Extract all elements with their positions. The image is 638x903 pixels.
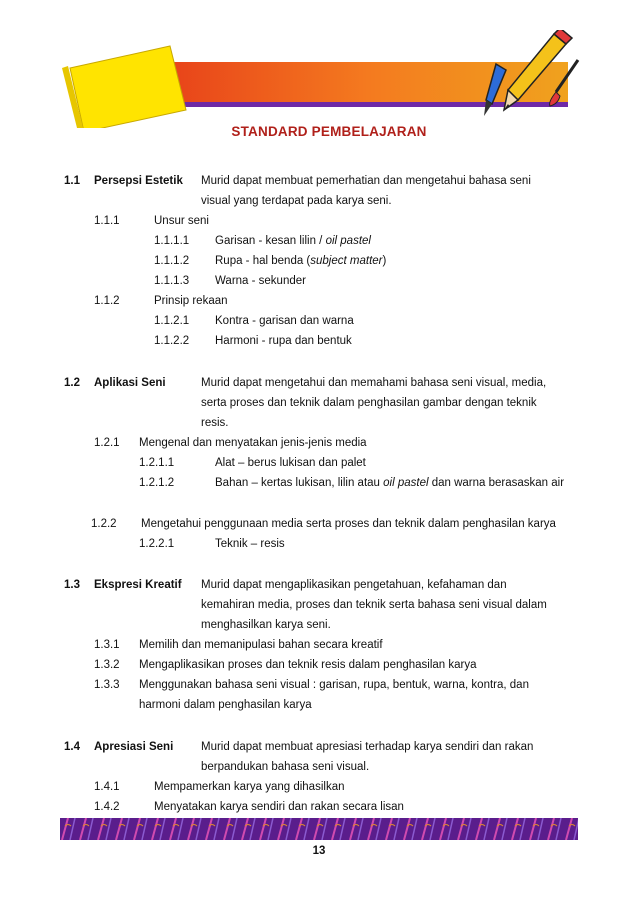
subsection-label: Prinsip rekaan xyxy=(154,295,228,307)
item-label: Rupa - hal benda (subject matter) xyxy=(215,255,387,267)
subsection-label: Mempamerkan karya yang dihasilkan xyxy=(154,781,345,793)
subsection-number: 1.3.2 xyxy=(94,659,120,671)
section-description: kemahiran media, proses dan teknik serta bahasa seni visual dalam xyxy=(201,599,547,611)
section-description: berpandukan bahasa seni visual. xyxy=(201,761,370,773)
section-number: 1.3 xyxy=(64,579,80,591)
item-number: 1.1.1.1 xyxy=(154,235,190,247)
item-label: Alat – berus lukisan dan palet xyxy=(215,457,366,469)
item-label: Bahan – kertas lukisan, lilin atau oil pastel dan warna berasaskan air xyxy=(215,477,565,489)
section-heading: Apresiasi Seni xyxy=(94,741,174,753)
subsection-label: harmoni dalam penghasilan karya xyxy=(139,699,312,711)
item-number: 1.1.1.2 xyxy=(154,255,190,267)
subsection-number: 1.1.1 xyxy=(94,215,120,227)
section-description: Murid dapat mengaplikasikan pengetahuan, kefahaman dan xyxy=(201,579,507,591)
item-label: Warna - sekunder xyxy=(215,275,306,287)
item-number: 1.1.1.3 xyxy=(154,275,190,287)
section-description: visual yang terdapat pada karya seni. xyxy=(201,195,392,207)
item-number: 1.2.1.1 xyxy=(139,457,175,469)
subsection-number: 1.4.2 xyxy=(94,801,120,813)
subsection-label: Mengenal dan menyatakan jenis-jenis media xyxy=(139,437,367,449)
subsection-label: Menggunakan bahasa seni visual : garisan, rupa, bentuk, warna, kontra, dan xyxy=(139,679,529,691)
item-label: Garisan - kesan lilin / oil pastel xyxy=(215,235,371,247)
item-number: 1.1.2.2 xyxy=(154,335,190,347)
footer-strip xyxy=(60,818,578,840)
item-label: Harmoni - rupa dan bentuk xyxy=(215,335,352,347)
section-description: serta proses dan teknik dalam penghasilan gambar dengan teknik xyxy=(201,397,537,409)
section-description: Murid dapat mengetahui dan memahami bahasa seni visual, media, xyxy=(201,377,547,389)
section-description: resis. xyxy=(201,417,229,429)
subsection-label: Mengetahui penggunaan media serta proses dan teknik dalam penghasilan karya xyxy=(141,518,556,530)
subsection-label: Unsur seni xyxy=(154,215,209,227)
subsection-number: 1.3.1 xyxy=(94,639,120,651)
section-number: 1.1 xyxy=(64,175,80,187)
subsection-number: 1.4.1 xyxy=(94,781,120,793)
subsection-label: Menyatakan karya sendiri dan rakan secara lisan xyxy=(154,801,404,813)
section-description: menghasilkan karya seni. xyxy=(201,619,331,631)
page-number: 13 xyxy=(312,845,326,857)
section-description: Murid dapat membuat apresiasi terhadap karya sendiri dan rakan xyxy=(201,741,534,753)
item-number: 1.2.2.1 xyxy=(139,538,175,550)
item-label: Kontra - garisan dan warna xyxy=(215,315,354,327)
subsection-number: 1.2.1 xyxy=(94,437,120,449)
section-heading: Persepsi Estetik xyxy=(94,175,183,187)
section-heading: Ekspresi Kreatif xyxy=(94,579,182,591)
section-number: 1.2 xyxy=(64,377,80,389)
subsection-number: 1.2.2 xyxy=(91,518,117,530)
page-title: STANDARD PEMBELAJARAN xyxy=(231,124,427,139)
subsection-label: Memilih dan memanipulasi bahan secara kreatif xyxy=(139,639,383,651)
section-heading: Aplikasi Seni xyxy=(94,377,166,389)
subsection-label: Mengaplikasikan proses dan teknik resis dalam penghasilan karya xyxy=(139,659,477,671)
subsection-number: 1.3.3 xyxy=(94,679,120,691)
item-label: Teknik – resis xyxy=(215,538,285,550)
section-number: 1.4 xyxy=(64,741,80,753)
brush-icon xyxy=(548,58,584,108)
section-description: Murid dapat membuat pemerhatian dan mengetahui bahasa seni xyxy=(201,175,531,187)
item-number: 1.1.2.1 xyxy=(154,315,190,327)
subsection-number: 1.1.2 xyxy=(94,295,120,307)
item-number: 1.2.1.2 xyxy=(139,477,175,489)
